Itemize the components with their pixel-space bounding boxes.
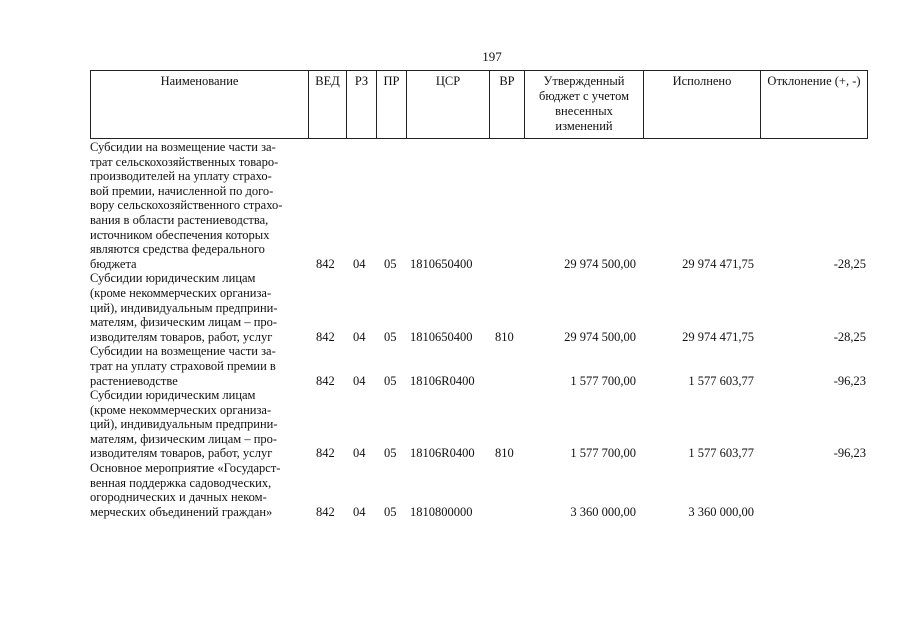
row-name: Основное мероприятие «Государст- венная поддержка садоводческих, огороднических и дачных неком- мерческих объединений граждан» (90, 461, 281, 519)
header-csr: ЦСР (407, 71, 490, 138)
row-pr: 05 (384, 373, 397, 388)
row-ved: 842 (316, 329, 335, 344)
row-ved: 842 (316, 446, 335, 461)
row-rz: 04 (353, 256, 366, 271)
table-row (90, 140, 868, 271)
row-deviation: -96,23 (833, 446, 866, 461)
row-executed: 1 577 603,77 (688, 446, 754, 461)
header-name: Наименование (91, 71, 309, 138)
row-csr: 1810650400 (410, 256, 473, 271)
row-ved: 842 (316, 373, 335, 388)
row-vr: 810 (495, 446, 514, 461)
row-rz: 04 (353, 446, 366, 461)
row-executed: 3 360 000,00 (688, 504, 754, 519)
row-deviation: -28,25 (833, 329, 866, 344)
header-rz: РЗ (347, 71, 377, 138)
row-approved: 29 974 500,00 (564, 256, 636, 271)
row-ved: 842 (316, 256, 335, 271)
header-approved-budget: Утвержденный бюджет с учетом внесенных изменений (525, 71, 644, 138)
row-rz: 04 (353, 329, 366, 344)
row-pr: 05 (384, 256, 397, 271)
row-rz: 04 (353, 504, 366, 519)
table-row (90, 461, 868, 519)
row-approved: 1 577 700,00 (570, 446, 636, 461)
page-number: 197 (482, 49, 502, 64)
row-deviation: -28,25 (833, 256, 866, 271)
table-row (90, 344, 868, 388)
row-name: Субсидии на возмещение части за- трат сельскохозяйственных товаро- производителей на уплату страхо- вой премии, начисленной по дого- вору сельскохозяйственного страхо- вания в области растениеводства, источником обеспечения которых являются средства федерального бюджета (90, 140, 283, 271)
table-row (90, 271, 868, 344)
table-body (90, 140, 868, 519)
row-executed: 29 974 471,75 (682, 256, 754, 271)
row-name: Субсидии юридическим лицам (кроме некоммерческих организа- ций), индивидуальным предприни- мателям, физическим лицам – про- изводителям товаров, работ, услуг (90, 388, 278, 461)
row-csr: 18106R0400 (410, 373, 475, 388)
row-name: Субсидии юридическим лицам (кроме некоммерческих организа- ций), индивидуальным предприни- мателям, физическим лицам – про- изводителям товаров, работ, услуг (90, 271, 278, 344)
row-pr: 05 (384, 329, 397, 344)
row-rz: 04 (353, 373, 366, 388)
row-executed: 29 974 471,75 (682, 329, 754, 344)
row-approved: 29 974 500,00 (564, 329, 636, 344)
header-deviation: Отклонение (+, -) (767, 74, 861, 88)
table-row (90, 388, 868, 461)
row-ved: 842 (316, 504, 335, 519)
header-executed: Исполнено (644, 71, 761, 138)
header-vr: ВР (490, 71, 525, 138)
row-csr: 18106R0400 (410, 446, 475, 461)
row-csr: 1810650400 (410, 329, 473, 344)
row-approved: 1 577 700,00 (570, 373, 636, 388)
table-header (90, 70, 868, 139)
header-ved: ВЕД (309, 71, 347, 138)
row-pr: 05 (384, 446, 397, 461)
header-pr: ПР (377, 71, 407, 138)
row-pr: 05 (384, 504, 397, 519)
row-deviation: -96,23 (833, 373, 866, 388)
row-name: Субсидии на возмещение части за- трат на уплату страховой премии в растениеводстве (90, 344, 276, 388)
row-executed: 1 577 603,77 (688, 373, 754, 388)
row-approved: 3 360 000,00 (570, 504, 636, 519)
row-vr: 810 (495, 329, 514, 344)
row-csr: 1810800000 (410, 504, 473, 519)
